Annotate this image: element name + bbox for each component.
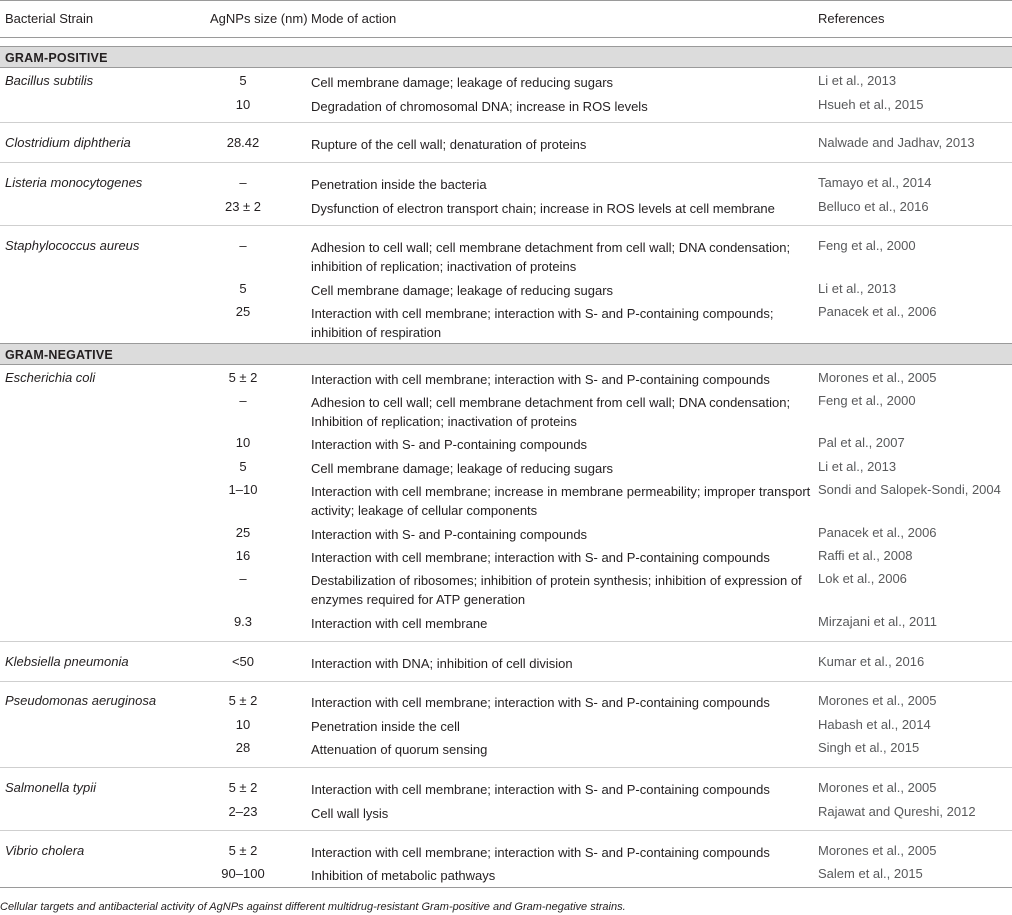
section-label: GRAM-POSITIVE <box>5 51 108 65</box>
mode-cell: Interaction with cell membrane; increase in membrane permeability; improper transport activity; leakage of cellular components <box>311 484 811 518</box>
size-cell: 5 <box>239 73 247 88</box>
strain-name: Salmonella typii <box>5 780 97 795</box>
size-cell: 9.3 <box>233 614 253 629</box>
reference-cell: Belluco et al., 2016 <box>818 199 929 214</box>
size-cell: 5 ± 2 <box>228 693 258 708</box>
reference-cell: Nalwade and Jadhav, 2013 <box>818 135 975 150</box>
strain-group <box>0 163 1012 226</box>
mode-cell: Interaction with S- and P-containing compounds <box>311 527 588 542</box>
strain-group <box>0 68 1012 123</box>
mode-cell: Interaction with cell membrane; interaction with S- and P-containing compounds; inhibition of respiration <box>311 306 774 340</box>
size-cell: <50 <box>231 654 255 669</box>
size-cell: 10 <box>235 717 251 732</box>
size-cell: 1–10 <box>228 482 258 497</box>
mode-cell: Rupture of the cell wall; denaturation of proteins <box>311 137 587 152</box>
reference-cell: Sondi and Salopek-Sondi, 2004 <box>818 482 1001 497</box>
reference-cell: Tamayo et al., 2014 <box>818 175 932 190</box>
size-cell: 5 <box>239 459 247 474</box>
reference-cell: Pal et al., 2007 <box>818 435 905 450</box>
bottom-rule <box>0 887 1012 888</box>
reference-cell: Morones et al., 2005 <box>818 693 937 708</box>
size-cell: – <box>239 175 247 190</box>
section-label: GRAM-NEGATIVE <box>5 348 113 362</box>
reference-cell: Panacek et al., 2006 <box>818 525 937 540</box>
reference-cell: Morones et al., 2005 <box>818 780 937 795</box>
size-cell: 25 <box>235 304 251 319</box>
size-cell: – <box>239 393 247 408</box>
mode-cell: Interaction with cell membrane; interaction with S- and P-containing compounds <box>311 845 770 860</box>
header-strain: Bacterial Strain <box>5 11 94 26</box>
header-mode: Mode of action <box>311 11 397 26</box>
size-cell: 10 <box>235 435 251 450</box>
section-gram-negative <box>0 343 1012 365</box>
mode-cell: Cell membrane damage; leakage of reducing sugars <box>311 461 614 476</box>
mode-cell: Cell membrane damage; leakage of reducing sugars <box>311 283 614 298</box>
mode-cell: Penetration inside the cell <box>311 719 460 734</box>
mode-cell: Inhibition of metabolic pathways <box>311 868 496 883</box>
table-header <box>0 0 1012 38</box>
table-caption: Cellular targets and antibacterial activity of AgNPs against different multidrug-resistant Gram-positive and Gram-negative strains. <box>0 901 626 913</box>
reference-cell: Habash et al., 2014 <box>818 717 931 732</box>
mode-cell: Interaction with cell membrane <box>311 616 488 631</box>
mode-cell: Adhesion to cell wall; cell membrane detachment from cell wall; DNA condensation; inhibition of replication; inactivation of proteins <box>311 240 791 274</box>
mode-cell: Dysfunction of electron transport chain; increase in ROS levels at cell membrane <box>311 201 775 216</box>
strain-group <box>0 365 1012 642</box>
mode-cell: Interaction with cell membrane; interaction with S- and P-containing compounds <box>311 372 770 387</box>
reference-cell: Kumar et al., 2016 <box>818 654 925 669</box>
mode-cell: Interaction with cell membrane; interaction with S- and P-containing compounds <box>311 782 770 797</box>
reference-cell: Feng et al., 2000 <box>818 393 916 408</box>
size-cell: 10 <box>235 97 251 112</box>
header-references: References <box>818 11 885 26</box>
reference-cell: Hsueh et al., 2015 <box>818 97 924 112</box>
strain-group <box>0 831 1012 887</box>
size-cell: 2–23 <box>228 804 258 819</box>
mode-cell: Interaction with cell membrane; interaction with S- and P-containing compounds <box>311 550 770 565</box>
size-cell: 25 <box>235 525 251 540</box>
mode-cell: Cell wall lysis <box>311 806 389 821</box>
mode-cell: Interaction with cell membrane; interaction with S- and P-containing compounds <box>311 695 770 710</box>
header-size: AgNPs size (nm) <box>210 11 308 26</box>
size-cell: 28 <box>235 740 251 755</box>
mode-cell: Adhesion to cell wall; cell membrane detachment from cell wall; DNA condensation; Inhibition of replication; inactivation of proteins <box>311 395 791 429</box>
reference-cell: Li et al., 2013 <box>818 73 897 88</box>
strain-name: Escherichia coli <box>5 370 96 385</box>
reference-cell: Li et al., 2013 <box>818 281 897 296</box>
size-cell: 5 ± 2 <box>228 780 258 795</box>
reference-cell: Singh et al., 2015 <box>818 740 920 755</box>
size-cell: 23 ± 2 <box>224 199 262 214</box>
strain-name: Listeria monocytogenes <box>5 175 143 190</box>
reference-cell: Morones et al., 2005 <box>818 843 937 858</box>
reference-cell: Raffi et al., 2008 <box>818 548 913 563</box>
mode-cell: Cell membrane damage; leakage of reducing sugars <box>311 75 614 90</box>
size-cell: 5 <box>239 281 247 296</box>
strain-group <box>0 682 1012 768</box>
strain-name: Clostridium diphtheria <box>5 135 131 150</box>
strain-name: Klebsiella pneumonia <box>5 654 129 669</box>
size-cell: – <box>239 238 247 253</box>
size-cell: 90–100 <box>221 866 265 881</box>
reference-cell: Panacek et al., 2006 <box>818 304 937 319</box>
strain-name: Staphylococcus aureus <box>5 238 140 253</box>
mode-cell: Interaction with S- and P-containing compounds <box>311 437 588 452</box>
section-gram-positive <box>0 46 1012 68</box>
reference-cell: Salem et al., 2015 <box>818 866 923 881</box>
reference-cell: Morones et al., 2005 <box>818 370 937 385</box>
size-cell: 16 <box>235 548 251 563</box>
reference-cell: Lok et al., 2006 <box>818 571 907 586</box>
size-cell: 5 ± 2 <box>228 843 258 858</box>
strain-group <box>0 642 1012 682</box>
strain-group <box>0 123 1012 163</box>
strain-group <box>0 768 1012 831</box>
size-cell: 5 ± 2 <box>228 370 258 385</box>
strain-group <box>0 226 1012 343</box>
mode-cell: Destabilization of ribosomes; inhibition of protein synthesis; inhibition of expression of enzymes required for ATP generation <box>311 573 802 607</box>
mode-cell: Degradation of chromosomal DNA; increase in ROS levels <box>311 99 648 114</box>
mode-cell: Interaction with DNA; inhibition of cell division <box>311 656 573 671</box>
reference-cell: Mirzajani et al., 2011 <box>818 614 937 629</box>
size-cell: 28.42 <box>226 135 260 150</box>
mode-cell: Attenuation of quorum sensing <box>311 742 488 757</box>
strain-name: Pseudomonas aeruginosa <box>5 693 157 708</box>
reference-cell: Feng et al., 2000 <box>818 238 916 253</box>
strain-name: Vibrio cholera <box>5 843 85 858</box>
reference-cell: Li et al., 2013 <box>818 459 897 474</box>
mode-cell: Penetration inside the bacteria <box>311 177 487 192</box>
strain-name: Bacillus subtilis <box>5 73 94 88</box>
size-cell: – <box>239 571 247 586</box>
reference-cell: Rajawat and Qureshi, 2012 <box>818 804 976 819</box>
